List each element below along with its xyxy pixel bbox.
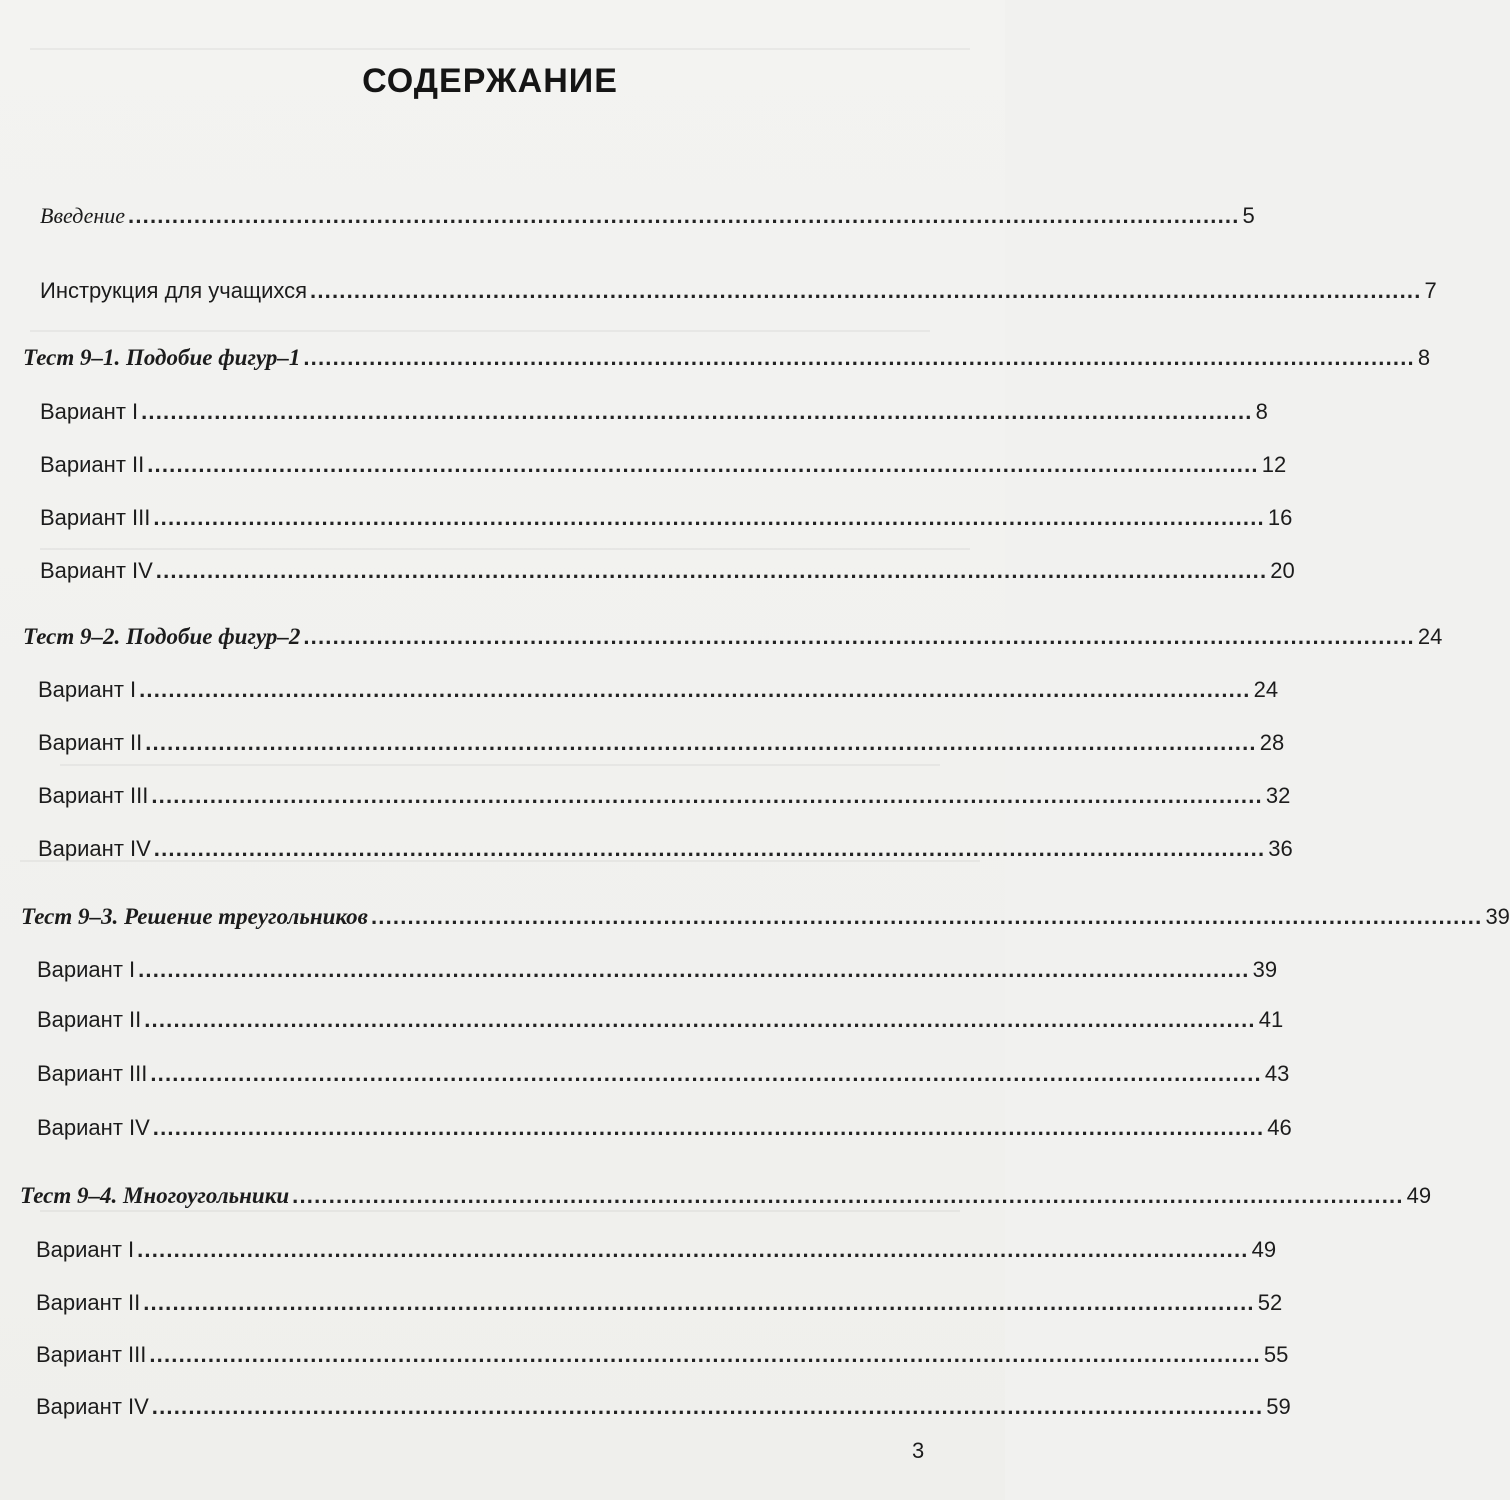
toc-entry-label: Вариант III bbox=[36, 1342, 147, 1367]
toc-entry-variant[interactable] bbox=[38, 783, 1291, 809]
toc-entry-variant[interactable] bbox=[36, 1394, 1291, 1420]
toc-entry-test-9-2[interactable] bbox=[23, 624, 1443, 650]
toc-page-number: 49 bbox=[1406, 1183, 1432, 1208]
toc-entry-label: Тест 9–1. Подобие фигур–1 bbox=[23, 345, 301, 370]
toc-entry-label: Вариант II bbox=[40, 452, 145, 477]
toc-entry-variant[interactable] bbox=[36, 1237, 1277, 1263]
dot-leader: ........................................................................................................................................................ bbox=[137, 1237, 1249, 1262]
toc-entry-label: Вариант I bbox=[37, 957, 136, 982]
toc-page-number: 16 bbox=[1267, 505, 1293, 530]
toc-entry-label: Вариант I bbox=[40, 399, 139, 424]
page-title: СОДЕРЖАНИЕ bbox=[362, 62, 618, 100]
toc-page-number: 55 bbox=[1263, 1342, 1289, 1367]
dot-leader: ........................................................................................................................................................ bbox=[138, 957, 1250, 982]
toc-entry-label: Вариант IV bbox=[38, 836, 151, 861]
toc-entry-label: Вариант II bbox=[36, 1290, 141, 1315]
dot-leader: ........................................................................................................................................................ bbox=[143, 1290, 1255, 1315]
toc-entry-label: Вариант III bbox=[40, 505, 151, 530]
toc-page-number: 59 bbox=[1266, 1394, 1291, 1419]
dot-leader: ........................................................................................................................................................ bbox=[153, 836, 1266, 861]
toc-page-number: 43 bbox=[1264, 1061, 1290, 1086]
toc-entry-label: Вариант IV bbox=[40, 558, 153, 583]
toc-page-number: 20 bbox=[1270, 558, 1295, 583]
toc-page-number: 52 bbox=[1257, 1290, 1283, 1315]
toc-page-number: 28 bbox=[1259, 730, 1285, 755]
toc-entry-instructions[interactable] bbox=[40, 278, 1437, 304]
dot-leader: ........................................................................................................................................................ bbox=[153, 505, 1265, 530]
dot-leader: ........................................................................................................................................................ bbox=[144, 1007, 1256, 1032]
toc-page-number: 24 bbox=[1417, 624, 1443, 649]
toc-page-number: 32 bbox=[1265, 783, 1291, 808]
toc-page-number: 7 bbox=[1424, 278, 1437, 303]
dot-leader: ........................................................................................................................................................ bbox=[141, 399, 1253, 424]
toc-page-number: 8 bbox=[1417, 345, 1431, 370]
toc-entry-label: Вариант II bbox=[37, 1007, 142, 1032]
dot-leader: ........................................................................................................................................................ bbox=[303, 624, 1415, 649]
toc-entry-test-9-1[interactable] bbox=[23, 345, 1431, 371]
dot-leader: ........................................................................................................................................................ bbox=[128, 203, 1240, 228]
toc-entry-variant[interactable] bbox=[37, 1007, 1284, 1033]
dot-leader: ........................................................................................................................................................ bbox=[145, 730, 1257, 755]
dot-leader: ........................................................................................................................................................ bbox=[310, 278, 1422, 303]
toc-page-number: 41 bbox=[1258, 1007, 1284, 1032]
dot-leader: ........................................................................................................................................................ bbox=[292, 1183, 1404, 1208]
toc-entry-variant[interactable] bbox=[36, 1290, 1283, 1316]
dot-leader: ........................................................................................................................................................ bbox=[150, 1061, 1262, 1086]
toc-entry-variant[interactable] bbox=[38, 836, 1293, 862]
toc-page-number: 5 bbox=[1242, 203, 1255, 228]
toc-entry-label: Тест 9–4. Многоугольники bbox=[20, 1183, 290, 1208]
toc-page-number: 39 bbox=[1485, 904, 1510, 929]
toc-page-number: 24 bbox=[1253, 677, 1279, 702]
dot-leader: ........................................................................................................................................................ bbox=[151, 783, 1263, 808]
page-folio-number: 3 bbox=[912, 1438, 925, 1463]
toc-entry-label: Введение bbox=[40, 203, 126, 228]
toc-entry-variant[interactable] bbox=[40, 505, 1293, 531]
toc-entry-variant[interactable] bbox=[38, 730, 1285, 756]
toc-entry-test-9-3[interactable] bbox=[21, 904, 1510, 930]
toc-entry-variant[interactable] bbox=[40, 452, 1287, 478]
dot-leader: ........................................................................................................................................................ bbox=[370, 904, 1483, 929]
toc-entry-variant[interactable] bbox=[36, 1342, 1289, 1368]
dot-leader: ........................................................................................................................................................ bbox=[155, 558, 1268, 583]
toc-entry-label: Вариант III bbox=[38, 783, 149, 808]
toc-entry-label: Вариант IV bbox=[36, 1394, 149, 1419]
dot-leader: ........................................................................................................................................................ bbox=[152, 1115, 1265, 1140]
toc-entry-label: Вариант II bbox=[38, 730, 143, 755]
toc-page-number: 49 bbox=[1251, 1237, 1277, 1262]
toc-entry-label: Вариант III bbox=[37, 1061, 148, 1086]
toc-entry-label: Вариант IV bbox=[37, 1115, 150, 1140]
toc-entry-test-9-4[interactable] bbox=[20, 1183, 1432, 1209]
toc-entry-label: Инструкция для учащихся bbox=[40, 278, 308, 303]
toc-page-number: 36 bbox=[1268, 836, 1293, 861]
toc-entry-variant[interactable] bbox=[37, 1061, 1290, 1087]
toc-page-number: 46 bbox=[1267, 1115, 1292, 1140]
dot-leader: ........................................................................................................................................................ bbox=[303, 345, 1415, 370]
dot-leader: ........................................................................................................................................................ bbox=[147, 452, 1259, 477]
toc-entry-variant[interactable] bbox=[38, 677, 1279, 703]
dot-leader: ........................................................................................................................................................ bbox=[149, 1342, 1261, 1367]
toc-entry-label: Вариант I bbox=[36, 1237, 135, 1262]
toc-entry-label: Вариант I bbox=[38, 677, 137, 702]
toc-entry-label: Тест 9–3. Решение треугольников bbox=[21, 904, 368, 929]
toc-page-number: 39 bbox=[1252, 957, 1278, 982]
toc-entry-label: Тест 9–2. Подобие фигур–2 bbox=[23, 624, 301, 649]
toc-page-number: 8 bbox=[1255, 399, 1268, 424]
toc-entry-variant[interactable] bbox=[37, 957, 1278, 983]
toc-entry-variant[interactable] bbox=[37, 1115, 1292, 1141]
toc-entry-introduction[interactable] bbox=[40, 203, 1255, 229]
toc-page-number: 12 bbox=[1261, 452, 1287, 477]
dot-leader: ........................................................................................................................................................ bbox=[151, 1394, 1264, 1419]
toc-entry-variant[interactable] bbox=[40, 558, 1295, 584]
dot-leader: ........................................................................................................................................................ bbox=[139, 677, 1251, 702]
toc-entry-variant[interactable] bbox=[40, 399, 1268, 425]
